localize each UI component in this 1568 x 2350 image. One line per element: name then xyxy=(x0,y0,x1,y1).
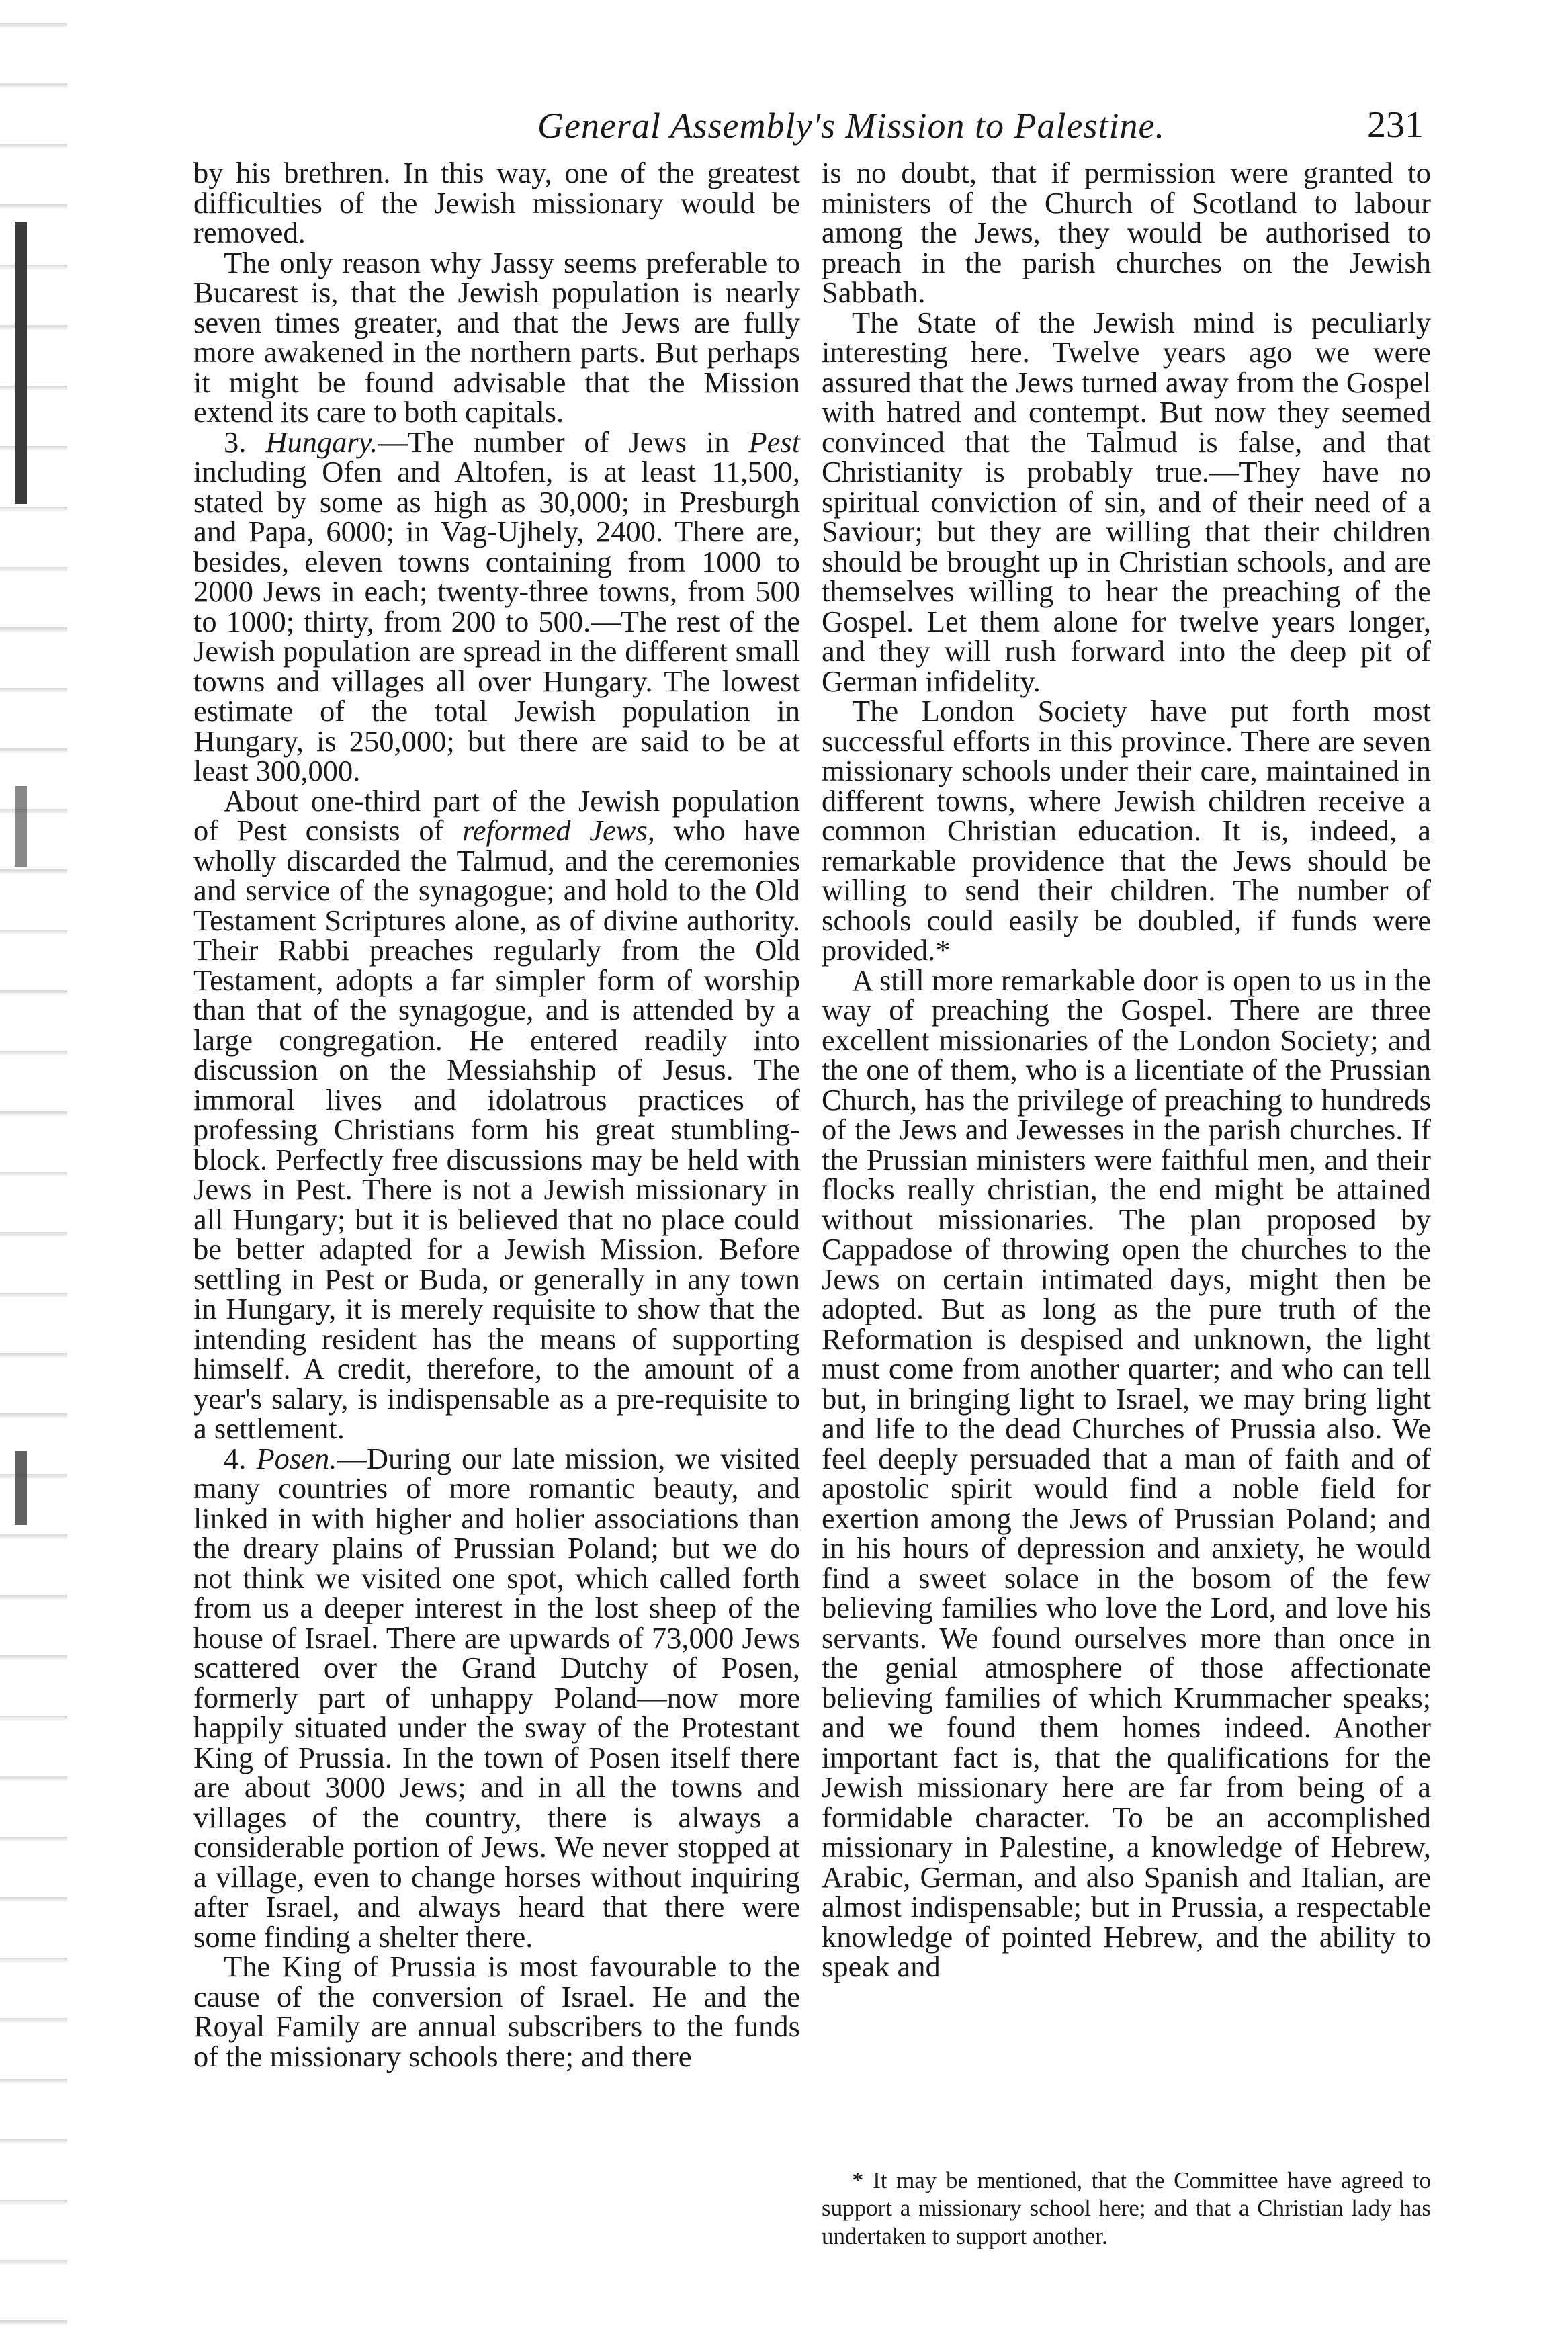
section-heading: Hungary. xyxy=(265,425,378,459)
paragraph xyxy=(193,783,801,1445)
paragraph-text: who have wholly discarded the Talmud, and the ceremonies and service of the synagogue; and hold to the Old Testament Scriptures alone, as of divine authority. Their Rabbi preaches regularly from the Old Testament, adopts a far simpler form of worship than that of the synagogue, and is attended by a large congregation. He entered readily into discussion on the Messiahship of Jesus. The immoral lives and idolatrous practices of professing Christians form his great stumbling-block. Perfectly free discussions may be held with Jews in Pest. There is not a Jewish missionary in all Hungary; but it is believed that no place could be better adapted for a Jewish Mission. Before settling in Pest or Buda, or generally in any town in Hungary, it is merely requisite to show that the intending resident has the means of supporting himself. A credit, therefore, to the amount of a year's salary, is indispensable as a pre-requisite to a settlement. xyxy=(193,814,801,1445)
place-name: Pest xyxy=(748,425,801,459)
running-title: General Assembly's Mission to Palestine. xyxy=(537,105,1165,146)
paragraph-text: —The number of Jews in xyxy=(378,425,749,459)
paragraph-hungary xyxy=(193,427,800,786)
paragraph-text: About one-third part of the Jewish population of Pest consists of xyxy=(193,783,800,847)
paragraph: The State of the Jewish mind is peculiarly interesting here. Twelve years ago we were assured that the Jews turned away from the Gospel with hatred and contempt. But now they seemed convinced that the Talmud is false, and that Christianity is probably true.—They have no spiritual conviction of sin, and of their need of a Saviour; but they are willing that their children should be brought up in Christian schools, and are themselves willing to hear the preaching of the Gospel. Let them alone for twelve years longer, and they will rush forward into the deep pit of German infidelity. xyxy=(822,305,1431,698)
section-number: 3. xyxy=(224,425,247,459)
section-heading: Posen. xyxy=(256,1441,337,1475)
section-number: 4. xyxy=(224,1441,247,1475)
paragraph: A still more remarkable door is open to us in the way of preaching the Gospel. There are three excellent missionaries of the London Society; and the one of them, who is a licentiate of the Prussian Church, has the privilege of preaching to hundreds of the Jews and Jewesses in the parish churches. If the Prussian ministers were faithful men, and their flocks really christian, the end might be attained without missionaries. The plan proposed by Cappadose of throwing open the churches to the Jews on certain intimated days, might then be adopted. But as long as the pure truth of the Reformation is despised and unknown, the light must come from another quarter; and who can tell but, in bringing light to Israel, we may bring light and life to the dead Churches of Prussia also. We feel deeply persuaded that a man of faith and of apostolic spirit would find a noble field for exertion among the Jews of Prussian Poland; and in his hours of depression and anxiety, he would find a sweet solace in the bosom of the few believing families who love the Lord, and love his servants. We found ourselves more than once in the genial atmosphere of those affectionate believing families of which Krummacher speaks; and we found them homes indeed. Another important fact is, that the qualifications for the Jewish missionary here are far from being of a formidable character. To be an accomplished missionary in Palestine, a knowledge of Hebrew, Arabic, German, and also Spanish and Italian, are almost indispensable; but in Prussia, a respectable knowledge of pointed Hebrew, and the ability to speak and xyxy=(822,963,1431,1983)
binding-shadow xyxy=(15,222,27,504)
right-column xyxy=(822,158,1431,1982)
paragraph-posen xyxy=(193,1441,800,1954)
page-number: 231 xyxy=(1367,104,1424,146)
left-column xyxy=(193,158,800,2071)
binding-shadow xyxy=(15,786,27,867)
emphasis: reformed Jews, xyxy=(462,814,655,847)
paragraph-text: —During our late mission, we visited many countries of more romantic beauty, and linked in with higher and holier associations than the dreary plains of Prussian Poland; but we do not think we visited one spot, which called forth from us a deeper interest in the lost sheep of the house of Israel. There are upwards of 73,000 Jews scattered over the Grand Dutchy of Posen, formerly part of unhappy Poland—now more happily situated under the sway of the Protestant King of Prussia. In the town of Posen itself there are about 3000 Jews; and in all the towns and villages of the country, there is always a considerable portion of Jews. We never stopped at a village, even to change horses without inquiring after Israel, and always heard that there were some finding a shelter there. xyxy=(193,1441,800,1954)
running-head xyxy=(0,101,1568,155)
binding-shadow xyxy=(15,1451,27,1525)
paragraph: The only reason why Jassy seems preferable to Bucarest is, that the Jewish population is nearly seven times greater, and that the Jews are fully more awakened in the northern parts. But perhaps it might be found advisable that the Mission extend its care to both capitals. xyxy=(193,245,800,429)
paragraph: The London Society have put forth most successful efforts in this province. There are seven missionary schools under their care, maintained in different towns, where Jewish children receive a common Christian education. It is, indeed, a remarkable providence that the Jews should be willing to send their children. The number of schools could easily be doubled, if funds were provided.* xyxy=(822,694,1431,967)
paragraph: The King of Prussia is most favourable to the cause of the conversion of Israel. He and the Royal Family are annual subscribers to the funds of the missionary schools there; and there xyxy=(193,1950,800,2073)
paragraph: is no doubt, that if permission were granted to ministers of the Church of Scotland to labour among the Jews, they would be authorised to preach in the parish churches on the Jewish Sabbath. xyxy=(822,156,1431,309)
paragraph: by his brethren. In this way, one of the greatest difficulties of the Jewish missionary would be removed. xyxy=(193,156,800,249)
scan-edge xyxy=(0,0,67,2350)
paragraph-text: including Ofen and Altofen, is at least 11,500, stated by some as high as 30,000; in Presburgh and Papa, 6000; in Vag-Ujhely, 2400. There are, besides, eleven towns containing from 1000 to 2000 Jews in each; twenty-three towns, from 500 to 1000; thirty, from 200 to 500.—The rest of the Jewish population are spread in the different small towns and villages all over Hungary. The lowest estimate of the total Jewish population in Hungary, is 250,000; but there are said to be at least 300,000. xyxy=(193,455,800,787)
footnote: * It may be mentioned, that the Committee have agreed to support a missionary school here; and that a Christian lady has undertaken to support another. xyxy=(822,2167,1431,2249)
